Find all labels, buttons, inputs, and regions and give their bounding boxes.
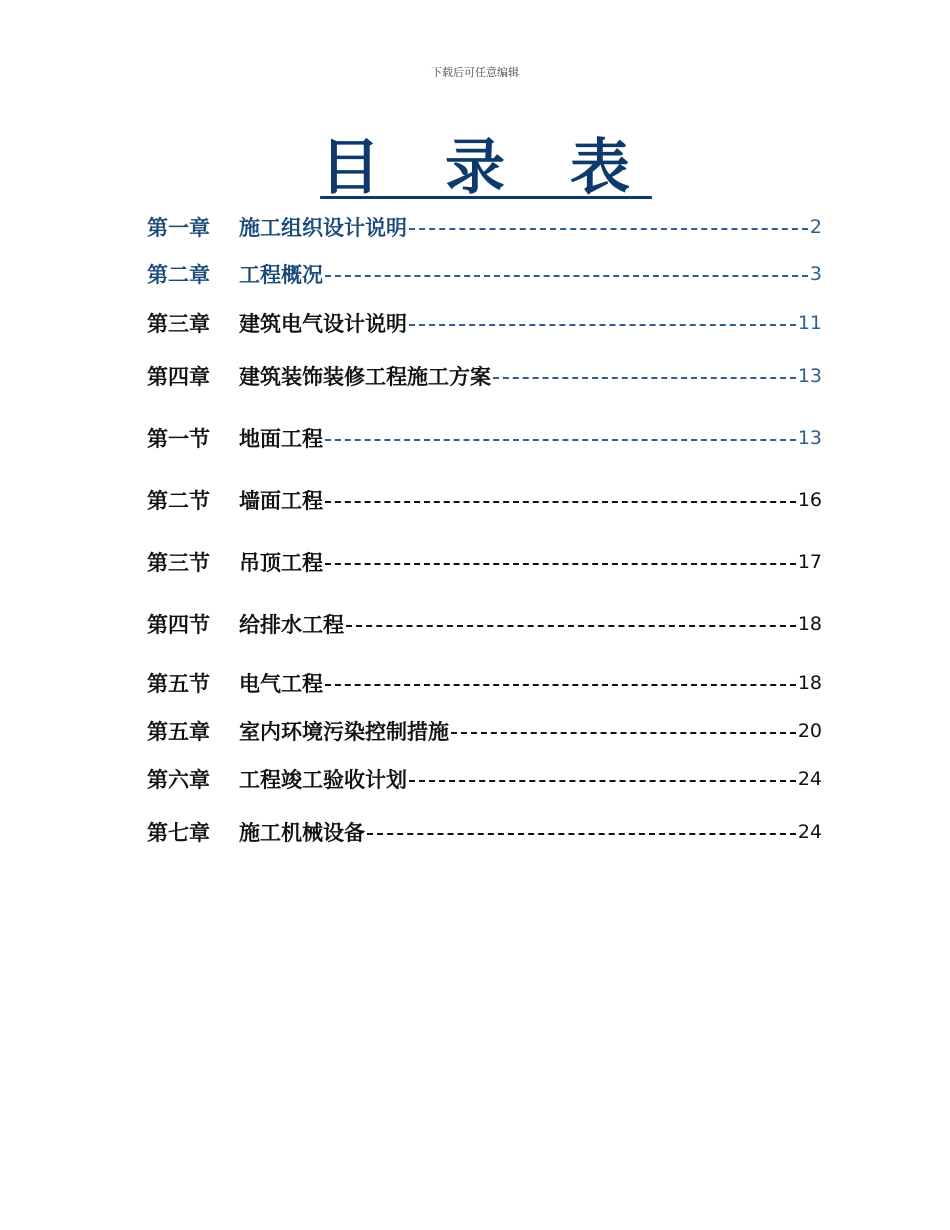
toc-dot-leader [325,275,808,277]
toc-entry-page: 11 [797,312,822,334]
toc-entry-page: 24 [797,821,822,843]
toc-entry-title: 给排水工程 [239,612,344,637]
toc-entry[interactable] [147,421,822,455]
toc-entry-page: 2 [809,216,822,238]
title-text: 目 录 表 [320,133,652,203]
toc-entry[interactable] [147,714,822,748]
toc-entry-title: 工程竣工验收计划 [239,767,407,792]
toc-entry[interactable] [147,815,822,849]
toc-entry-page: 16 [797,489,822,511]
toc-entry-title: 墙面工程 [239,488,323,513]
toc-entry-number: 第三章 [147,311,210,336]
toc-entry[interactable] [147,257,822,291]
toc-entry-number: 第七章 [147,820,210,845]
toc-dot-leader [325,563,796,565]
toc-dot-leader [325,439,796,441]
toc-entry-page: 20 [797,720,822,742]
toc-entry[interactable] [147,762,822,796]
toc-entry-title: 吊顶工程 [239,550,323,575]
toc-entry-title: 地面工程 [239,426,323,451]
toc-entry-title: 施工组织设计说明 [239,215,407,240]
toc-entry-title: 建筑装饰装修工程施工方案 [239,364,491,389]
toc-entry-page: 24 [797,768,822,790]
toc-entry-number: 第六章 [147,767,210,792]
toc-entry-number: 第四章 [147,364,210,389]
toc-entry-number: 第二章 [147,262,210,287]
toc-entry[interactable] [147,359,822,393]
toc-dot-leader [409,228,808,230]
toc-dot-leader [451,732,796,734]
toc-dot-leader [493,377,796,379]
toc-entry-title: 室内环境污染控制措施 [239,719,449,744]
toc-dot-leader [325,684,796,686]
toc-dot-leader [325,501,796,503]
page-title [0,120,950,206]
toc-dot-leader [409,324,796,326]
toc-entry[interactable] [147,210,822,244]
toc-entry-title: 施工机械设备 [239,820,365,845]
toc-entry-page: 13 [797,427,822,449]
toc-entry-page: 3 [809,263,822,285]
toc-entry[interactable] [147,666,822,700]
toc-entry-number: 第三节 [147,550,210,575]
toc-entry-page: 13 [797,365,822,387]
toc-entry[interactable] [147,607,822,641]
toc-entry-number: 第一章 [147,215,210,240]
toc-dot-leader [367,833,796,835]
toc-entry-page: 18 [797,613,822,635]
toc-dot-leader [409,780,796,782]
toc-entry-number: 第一节 [147,426,210,451]
toc-entry-number: 第五节 [147,671,210,696]
toc-entry-page: 18 [797,672,822,694]
toc-entry-number: 第四节 [147,612,210,637]
toc-entry[interactable] [147,483,822,517]
toc-entry-title: 电气工程 [239,671,323,696]
toc-entry-number: 第二节 [147,488,210,513]
toc-entry-title: 工程概况 [239,262,323,287]
toc-entry-page: 17 [797,551,822,573]
header-note: 下载后可任意编辑 [431,66,519,79]
toc-entry[interactable] [147,545,822,579]
toc-entry[interactable] [147,306,822,340]
toc-dot-leader [346,625,796,627]
toc-entry-title: 建筑电气设计说明 [239,311,407,336]
toc-entry-number: 第五章 [147,719,210,744]
